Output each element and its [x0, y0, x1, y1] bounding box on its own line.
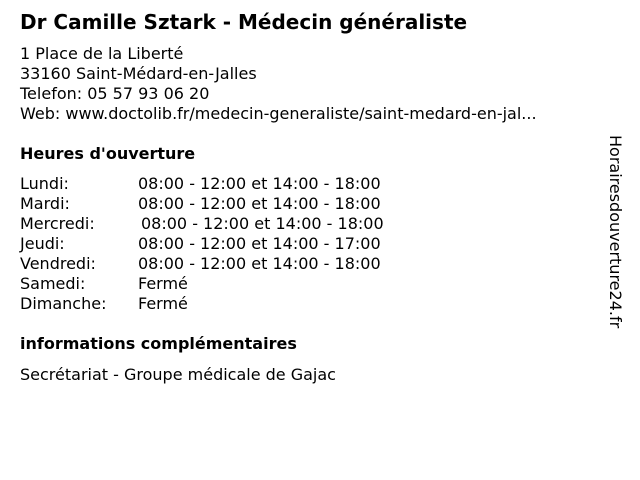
city-address: 33160 Saint-Médard-en-Jalles [20, 64, 257, 83]
additional-info-heading: informations complémentaires [20, 334, 297, 353]
day-label: Jeudi: [20, 234, 65, 253]
day-label: Dimanche: [20, 294, 107, 313]
opening-hours-heading: Heures d'ouverture [20, 144, 196, 163]
day-label: Lundi: [20, 174, 69, 193]
day-label: Vendredi: [20, 254, 96, 273]
time-value: 08:00 - 12:00 et 14:00 - 17:00 [138, 234, 381, 253]
time-value: 08:00 - 12:00 et 14:00 - 18:00 [141, 214, 384, 233]
time-value: Fermé [138, 274, 188, 293]
website-link[interactable]: Web: www.doctolib.fr/medecin-generaliste/saint-medard-en-jal... [20, 104, 537, 123]
site-watermark: Horairesdouverture24.fr [606, 135, 625, 329]
time-value: 08:00 - 12:00 et 14:00 - 18:00 [138, 194, 381, 213]
day-label: Mardi: [20, 194, 70, 213]
phone-number: Telefon: 05 57 93 06 20 [20, 84, 210, 103]
time-value: 08:00 - 12:00 et 14:00 - 18:00 [138, 254, 381, 273]
additional-info-text: Secrétariat - Groupe médicale de Gajac [20, 365, 336, 384]
time-value: 08:00 - 12:00 et 14:00 - 18:00 [138, 174, 381, 193]
day-label: Samedi: [20, 274, 86, 293]
contact-block [20, 44, 537, 124]
page-title: Dr Camille Sztark - Médecin généraliste [20, 10, 468, 34]
day-label: Mercredi: [20, 214, 95, 233]
street-address: 1 Place de la Liberté [20, 44, 184, 63]
time-value: Fermé [138, 294, 188, 313]
